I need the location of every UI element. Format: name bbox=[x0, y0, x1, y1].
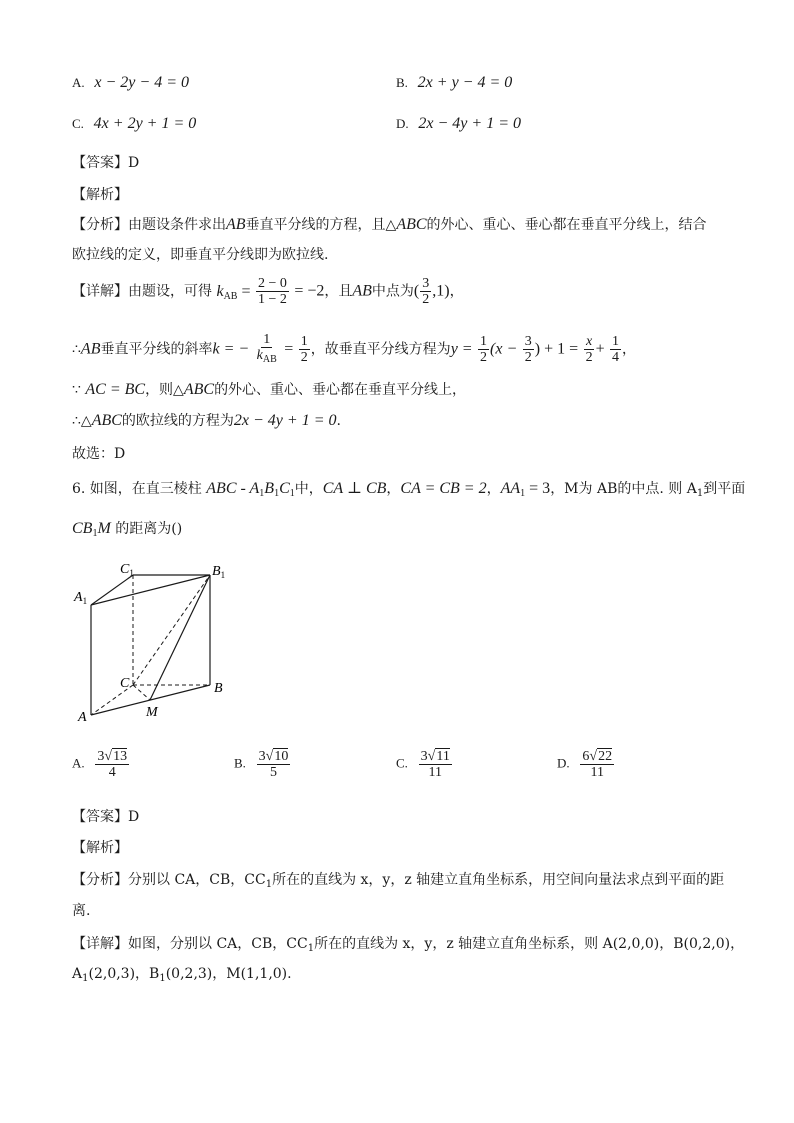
prism-figure bbox=[70, 555, 240, 730]
q5-select: 故选：D bbox=[72, 446, 126, 462]
label-b1: $B_1$ bbox=[212, 564, 226, 580]
label-m: M bbox=[146, 705, 158, 720]
q6-answer: 【答案】D bbox=[72, 809, 140, 825]
q6-stem-line2: $CB_1M$ 的距离为() bbox=[72, 520, 183, 539]
label-a1: $A_1$ bbox=[74, 590, 88, 606]
label-c1: $C_1$ bbox=[120, 562, 134, 578]
edge-mb1 bbox=[150, 575, 210, 700]
q5-analysis-tag: 【解析】 bbox=[72, 187, 128, 203]
q5-detail-line2: ∴AB垂直平分线的斜率k = − $\frac{1}{k_{AB}}$ = $\frac{1}{2}$ ，故垂直平分线方程为y = $\frac{1}{2}$ (x − $\frac{3}{2}$ ) + 1 = $\frac{x}{2}$ + $\frac{1}{4}$ ， bbox=[72, 332, 637, 365]
q6-analysis-tag: 【解析】 bbox=[72, 840, 128, 856]
q5-option-a-eq: x − 2y − 4 = 0 bbox=[94, 74, 189, 91]
q5-fenxi-line1: 【分析】由题设条件求出AB垂直平分线的方程，且△ABC的外心、重心、垂心都在垂直平分线上，结合 bbox=[72, 216, 707, 233]
q6-option-a: A. $\frac{3√13}{4}$ bbox=[72, 749, 128, 780]
q6-option-c: C. $\frac{3√11}{11}$ bbox=[396, 749, 450, 780]
q5-detail-line1: 【详解】由题设，可得 $k_{AB}$ = $\frac{2 - 0}{1 - 2}$ = −2，且AB中点为( $\frac{3}{2}$ ,1)， bbox=[72, 276, 464, 307]
edge-cm bbox=[133, 685, 150, 700]
q5-option-b: B. 2x + y − 4 = 0 bbox=[396, 74, 513, 91]
q5-option-c-eq: 4x + 2y + 1 = 0 bbox=[93, 115, 197, 132]
edge-a1b1 bbox=[91, 575, 210, 605]
q6-fenxi-line1: 【分析】分别以 CA，CB，$CC_1$所在的直线为 x，y，z 轴建立直角坐标系，用空间向量法求点到平面的距 bbox=[72, 872, 725, 890]
q5-answer: 【答案】D bbox=[72, 155, 140, 171]
q5-option-d-eq: 2x − 4y + 1 = 0 bbox=[418, 115, 521, 132]
q5-option-c: C. 4x + 2y + 1 = 0 bbox=[72, 115, 197, 132]
q6-detail-line1: 【详解】如图，分别以 CA，CB，$CC_1$所在的直线为 x，y，z 轴建立直角坐标系，则 A(2,0,0)，B(0,2,0)， bbox=[72, 936, 745, 954]
label-a: A bbox=[78, 710, 87, 725]
q5-option-b-eq: 2x + y − 4 = 0 bbox=[417, 74, 513, 91]
q5-fenxi-line2: 欧拉线的定义，即垂直平分线即为欧拉线. bbox=[72, 247, 329, 263]
q6-stem-line1: 6. 如图，在直三棱柱 ABC - $A_1B_1C_1$中，CA ⊥ CB，CA = CB = 2，$AA_1 = 3$，M为 AB的中点. 则 $A_1$到平面 bbox=[72, 480, 746, 499]
q5-option-d: D. 2x − 4y + 1 = 0 bbox=[396, 115, 521, 132]
q5-detail-line3: ∵ AC = BC，则△ABC的外心、重心、垂心都在垂直平分线上， bbox=[72, 381, 467, 398]
q6-option-d: D. $\frac{6√22}{11}$ bbox=[557, 749, 613, 780]
q6-fenxi-line2: 离. bbox=[72, 903, 91, 919]
label-c: C bbox=[120, 676, 130, 691]
q6-option-b: B. $\frac{3√10}{5}$ bbox=[234, 749, 289, 780]
q5-option-a: A. x − 2y − 4 = 0 bbox=[72, 74, 189, 91]
edge-a1c1 bbox=[91, 575, 133, 605]
label-b: B bbox=[214, 681, 223, 696]
q6-detail-line2: $A_1(2,0,3)$，$B_1(0,2,3)$，M(1,1,0). bbox=[72, 966, 292, 984]
q5-detail-line4: ∴△ABC的欧拉线的方程为2x − 4y + 1 = 0. bbox=[72, 412, 341, 429]
